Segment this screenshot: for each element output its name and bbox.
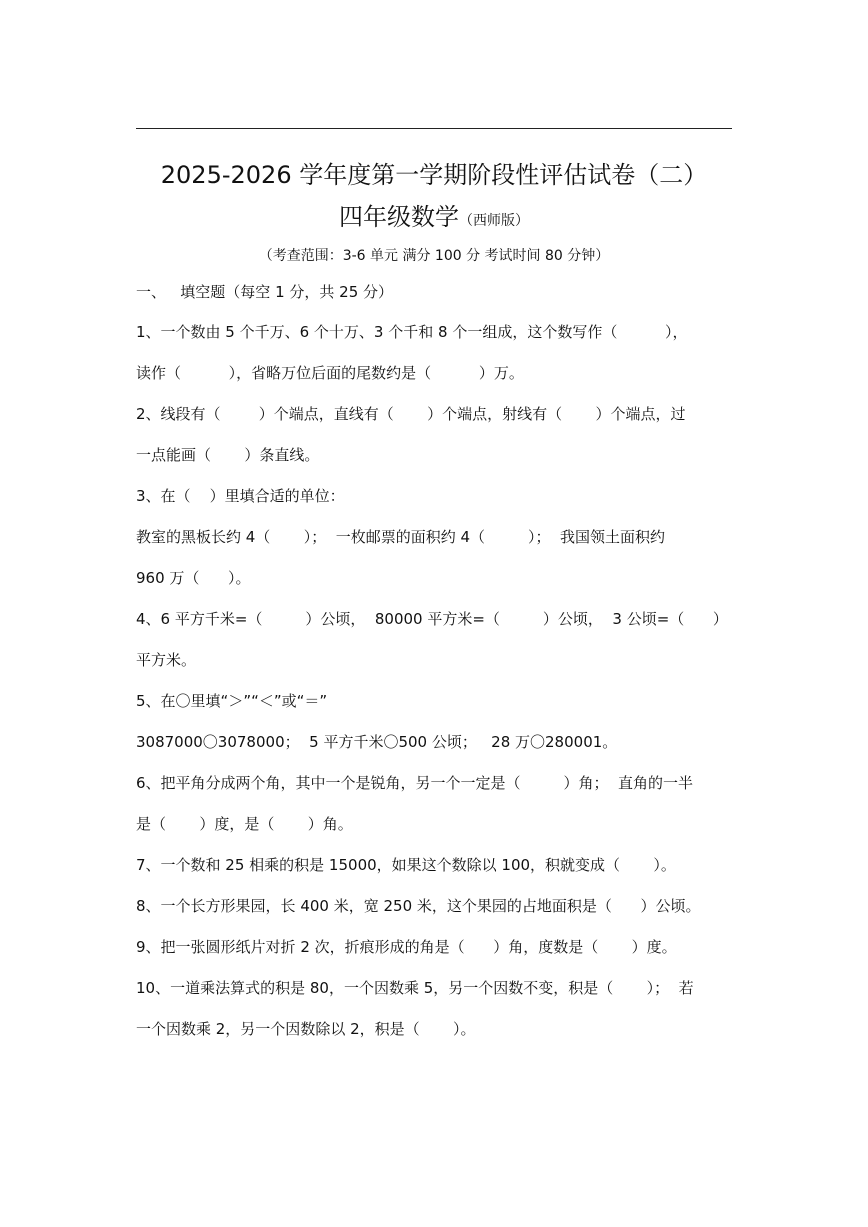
question-line: 7、一个数和 25 相乘的积是 15000，如果这个数除以 100，积就变成（ ）。 xyxy=(136,856,676,874)
question-line: 1、一个数由 5 个千万、6 个十万、3 个千和 8 个一组成，这个数写作（ ）， xyxy=(136,323,688,341)
question-line: 一个因数乘 2，另一个因数除以 2，积是（ ）。 xyxy=(136,1020,476,1038)
question-line: 10、一道乘法算式的积是 80，一个因数乘 5，另一个因数不变，积是（ ）； 若 xyxy=(136,979,694,997)
question-line: 960 万（ ）。 xyxy=(136,569,251,587)
question-line: 5、在〇里填“＞”“＜”或“＝” xyxy=(136,692,328,710)
section-heading: 一、 填空题（每空 1 分，共 25 分） xyxy=(136,283,394,301)
question-line: 是（ ）度，是（ ）角。 xyxy=(136,815,353,833)
question-line: 教室的黑板长约 4（ ）； 一枚邮票的面积约 4（ ）； 我国领土面积约 xyxy=(136,528,665,546)
question-line: 4、6 平方千米=（ ）公顷， 80000 平方米=（ ）公顷， 3 公顷=（ ） xyxy=(136,610,728,628)
subject-label: 四年级数学 xyxy=(339,203,459,231)
top-rule xyxy=(136,128,732,129)
question-line: 9、把一张圆形纸片对折 2 次，折痕形成的角是（ ）角，度数是（ ）度。 xyxy=(136,938,677,956)
exam-subtitle xyxy=(0,200,868,238)
edition-label: （西师版） xyxy=(459,213,529,229)
exam-title: 2025-2026 学年度第一学期阶段性评估试卷（二） xyxy=(160,161,708,189)
question-line: 读作（ ），省略万位后面的尾数约是（ ）万。 xyxy=(136,364,524,382)
question-line: 3087000〇3078000； 5 平方千米〇500 公顷； 28 万〇280001。 xyxy=(136,733,618,751)
question-line: 3、在（ ）里填合适的单位： xyxy=(136,487,345,505)
question-line: 6、把平角分成两个角，其中一个是锐角，另一个一定是（ ）角； 直角的一半 xyxy=(136,774,693,792)
question-line: 一点能画（ ）条直线。 xyxy=(136,446,320,464)
question-line: 8、一个长方形果园，长 400 米，宽 250 米，这个果园的占地面积是（ ）公顷。 xyxy=(136,897,701,915)
question-line: 2、线段有（ ）个端点，直线有（ ）个端点，射线有（ ）个端点，过 xyxy=(136,405,686,423)
question-line: 平方米。 xyxy=(136,651,197,669)
exam-scope: （考查范围：3-6 单元 满分 100 分 考试时间 80 分钟） xyxy=(258,248,610,264)
